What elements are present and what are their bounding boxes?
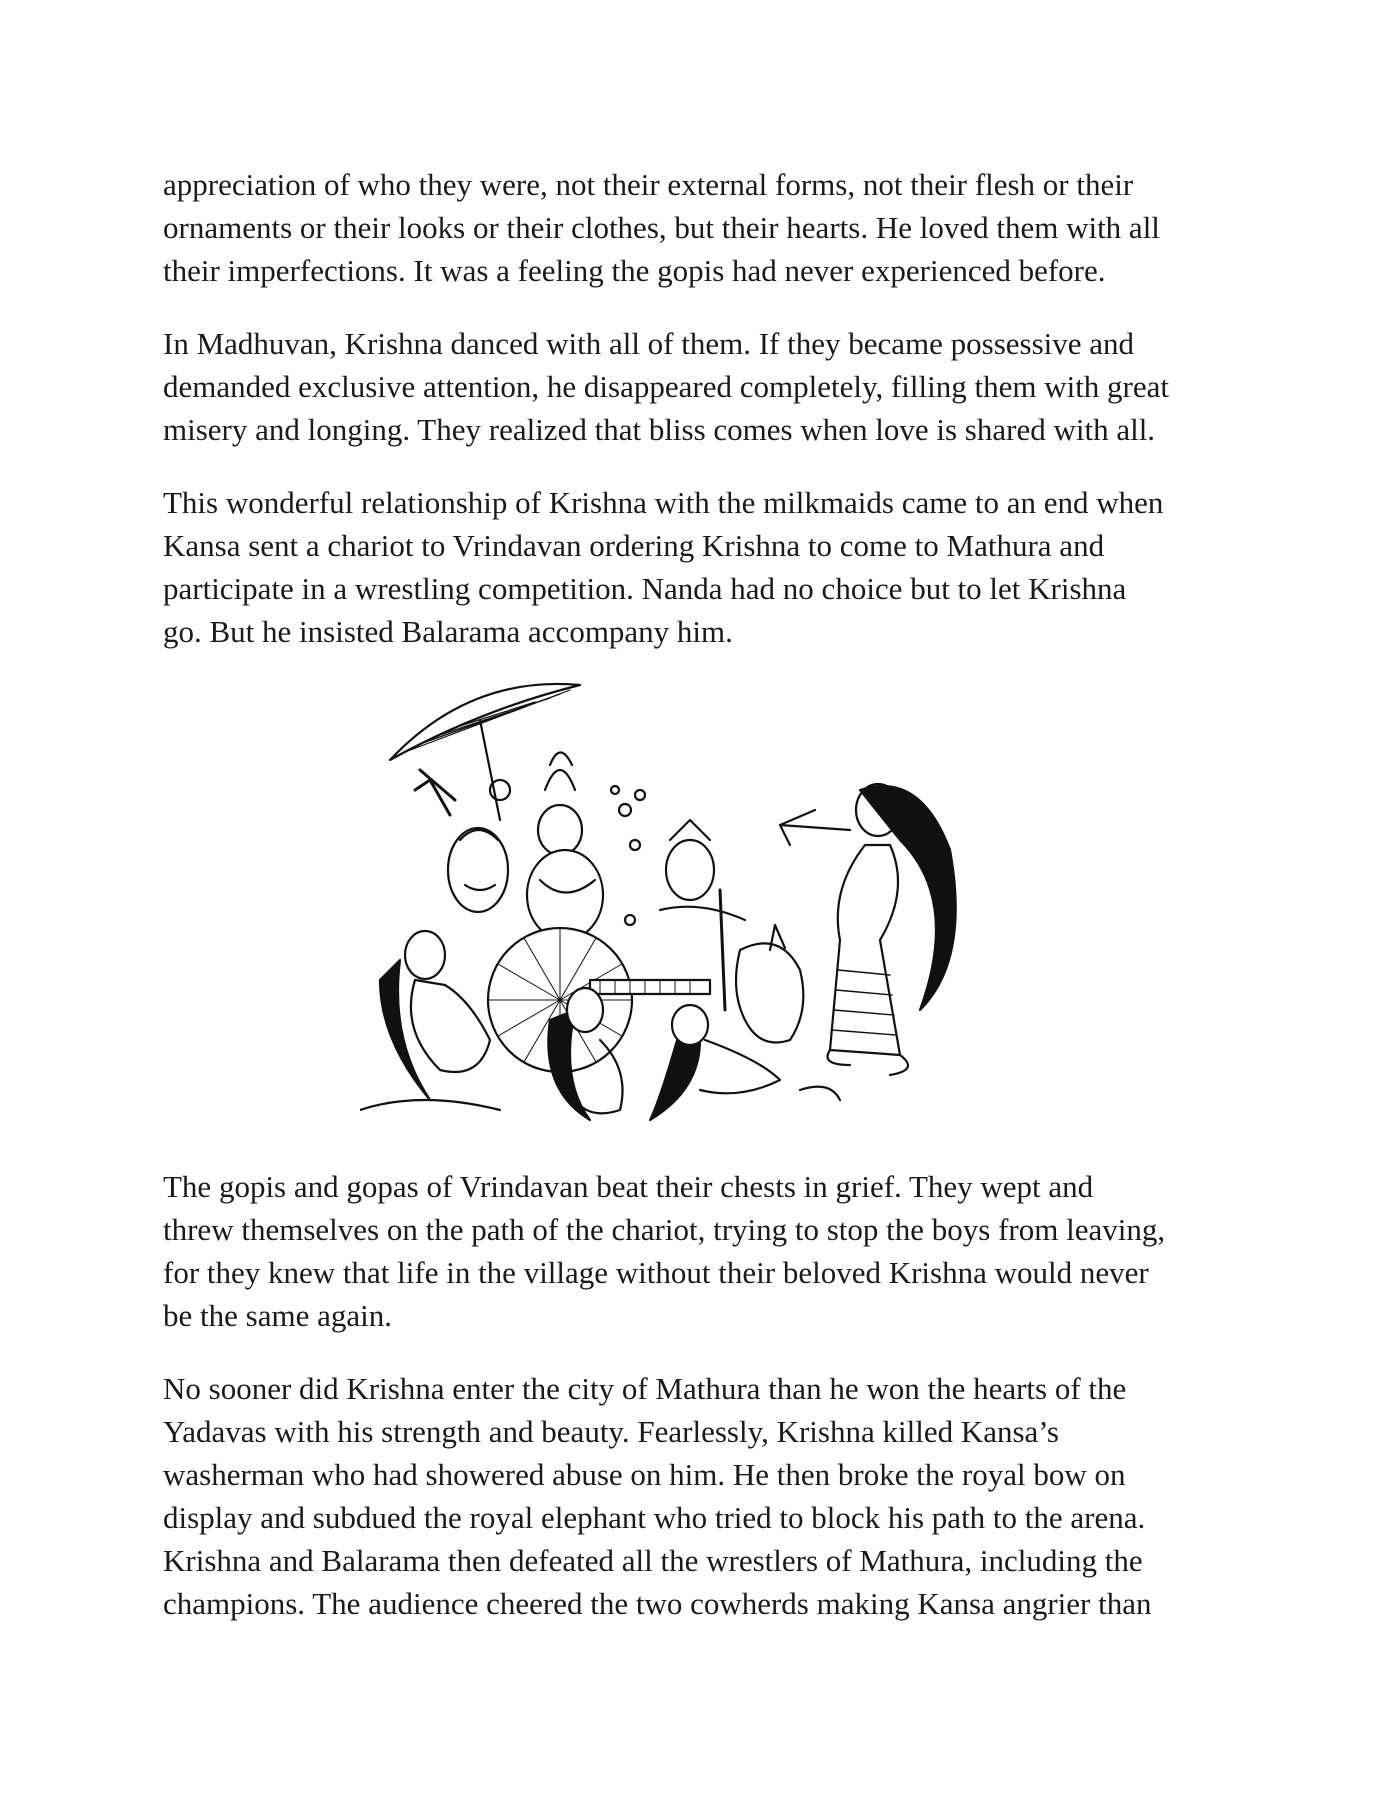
paragraph-mathura: [163, 1367, 1243, 1625]
paragraph-chariot: [163, 481, 1243, 653]
text-line: washerman who had showered abuse on him. He then broke the royal bow on: [163, 1457, 1126, 1492]
text-line: demanded exclusive attention, he disappeared completely, filling them with great: [163, 369, 1170, 404]
text-line: threw themselves on the path of the chariot, trying to stop the boys from leaving,: [163, 1212, 1166, 1247]
text-line: This wonderful relationship of Krishna with the milkmaids came to an end when: [163, 485, 1164, 520]
text-line: appreciation of who they were, not their external forms, not their flesh or their: [163, 167, 1134, 202]
text-line: champions. The audience cheered the two cowherds making Kansa angrier than: [163, 1586, 1152, 1621]
text-line: Yadavas with his strength and beauty. Fearlessly, Krishna killed Kansa’s: [163, 1414, 1059, 1449]
text-line: their imperfections. It was a feeling the gopis had never experienced before.: [163, 253, 1106, 288]
text-line: ornaments or their looks or their clothes, but their hearts. He loved them with all: [163, 210, 1160, 245]
paragraph-appreciation: [163, 163, 1243, 292]
text-line: No sooner did Krishna enter the city of Mathura than he won the hearts of the: [163, 1371, 1127, 1406]
text-block-bottom: [163, 1165, 1243, 1625]
paragraph-madhuvan: [163, 322, 1243, 451]
text-line: participate in a wrestling competition. Nanda had no choice but to let Krishna: [163, 571, 1127, 606]
text-line: display and subdued the royal elephant who tried to block his path to the arena.: [163, 1500, 1146, 1535]
text-line: In Madhuvan, Krishna danced with all of them. If they became possessive and: [163, 326, 1135, 361]
text-line: Kansa sent a chariot to Vrindavan ordering Krishna to come to Mathura and: [163, 528, 1105, 563]
text-block-top: [163, 163, 1243, 653]
text-line: Krishna and Balarama then defeated all the wrestlers of Mathura, including the: [163, 1543, 1143, 1578]
chariot-departure-illustration: [360, 680, 1020, 1130]
text-line: misery and longing. They realized that bliss comes when love is shared with all.: [163, 412, 1156, 447]
text-line: The gopis and gopas of Vrindavan beat their chests in grief. They wept and: [163, 1169, 1094, 1204]
text-line: for they knew that life in the village without their beloved Krishna would never: [163, 1255, 1149, 1290]
text-line: be the same again.: [163, 1298, 392, 1333]
text-line: go. But he insisted Balarama accompany him.: [163, 614, 733, 649]
paragraph-grief: [163, 1165, 1243, 1337]
